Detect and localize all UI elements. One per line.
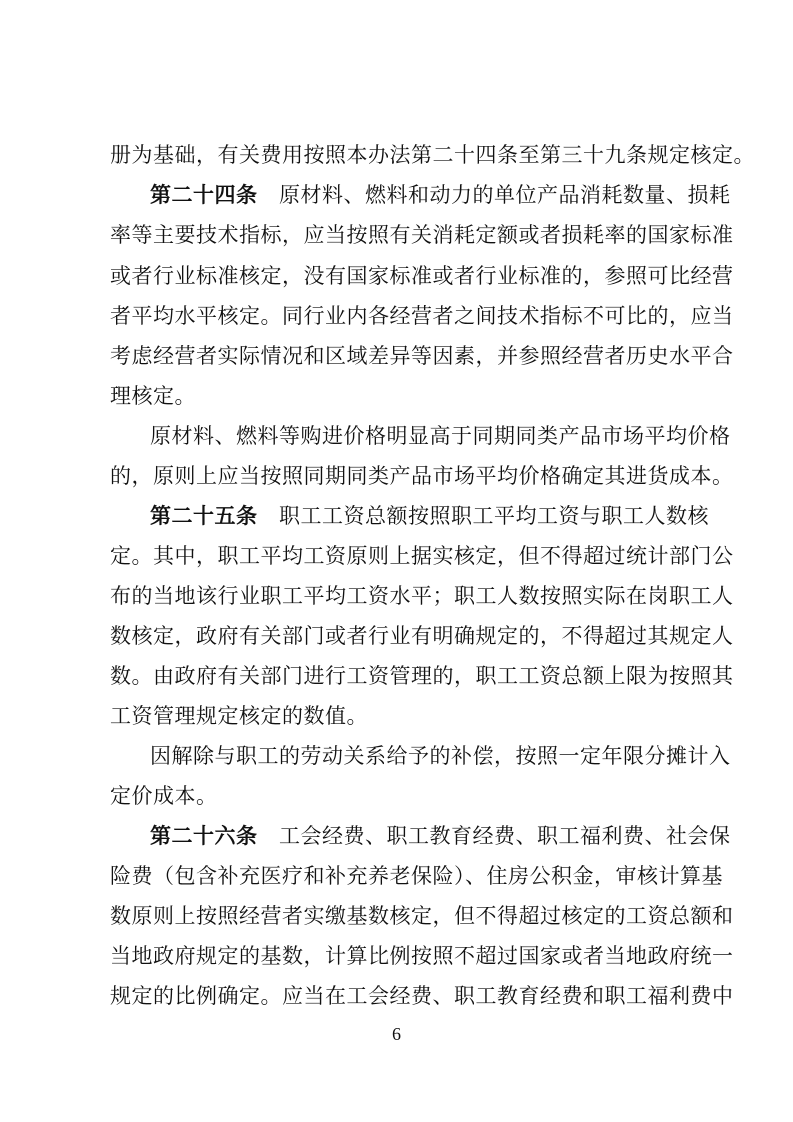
- text-line: 数。由政府有关部门进行工资管理的，职工工资总额上限为按照其: [110, 664, 734, 688]
- text-line: 考虑经营者实际情况和区域差异等因素，并参照经营者历史水平合: [110, 344, 734, 368]
- text-line: [150, 501, 709, 531]
- text-line: 者平均水平核定。同行业内各经营者之间技术指标不可比的，应当: [110, 304, 734, 328]
- text-line-content: 工会经费、职工教育经费、职工福利费、社会保: [279, 824, 731, 848]
- text-line: 布的当地该行业职工平均工资水平；职工人数按照实际在岗职工人: [110, 584, 734, 608]
- text-line: 定价成本。: [110, 784, 218, 808]
- text-line: 规定的比例确定。应当在工会经费、职工教育经费和职工福利费中: [110, 984, 734, 1008]
- page-number: 6: [392, 1024, 401, 1044]
- text-line: 原材料、燃料等购进价格明显高于同期同类产品市场平均价格: [150, 424, 731, 448]
- article-heading-26: 第二十六条: [150, 823, 258, 848]
- text-line: [150, 821, 731, 851]
- article-heading-25: 第二十五条: [150, 503, 258, 528]
- text-line: 率等主要技术指标，应当按照有关消耗定额或者损耗率的国家标准: [110, 223, 734, 247]
- text-line: 工资管理规定核定的数值。: [110, 704, 368, 728]
- article-heading-24: 第二十四条: [150, 182, 258, 207]
- text-line: 册为基础，有关费用按照本办法第二十四条至第三十九条规定核定。: [110, 143, 755, 167]
- text-line-content: 原材料、燃料和动力的单位产品消耗数量、损耗: [279, 183, 731, 207]
- text-line: 的，原则上应当按照同期同类产品市场平均价格确定其进货成本。: [110, 464, 734, 488]
- text-line: 数原则上按照经营者实缴基数核定，但不得超过核定的工资总额和: [110, 904, 734, 928]
- text-line: 因解除与职工的劳动关系给予的补偿，按照一定年限分摊计入: [150, 744, 731, 768]
- text-line: 或者行业标准核定，没有国家标准或者行业标准的，参照可比经营: [110, 264, 734, 288]
- text-line: 数核定，政府有关部门或者行业有明确规定的，不得超过其规定人: [110, 624, 734, 648]
- text-line: 定。其中，职工平均工资原则上据实核定，但不得超过统计部门公: [110, 544, 734, 568]
- text-line-content: 职工工资总额按照职工平均工资与职工人数核: [279, 504, 709, 528]
- text-line: 当地政府规定的基数，计算比例按照不超过国家或者当地政府统一: [110, 944, 734, 968]
- text-line: 理核定。: [110, 384, 196, 408]
- text-line: 险费（包含补充医疗和补充养老保险）、住房公积金，审核计算基: [110, 864, 723, 888]
- text-line: [150, 180, 731, 210]
